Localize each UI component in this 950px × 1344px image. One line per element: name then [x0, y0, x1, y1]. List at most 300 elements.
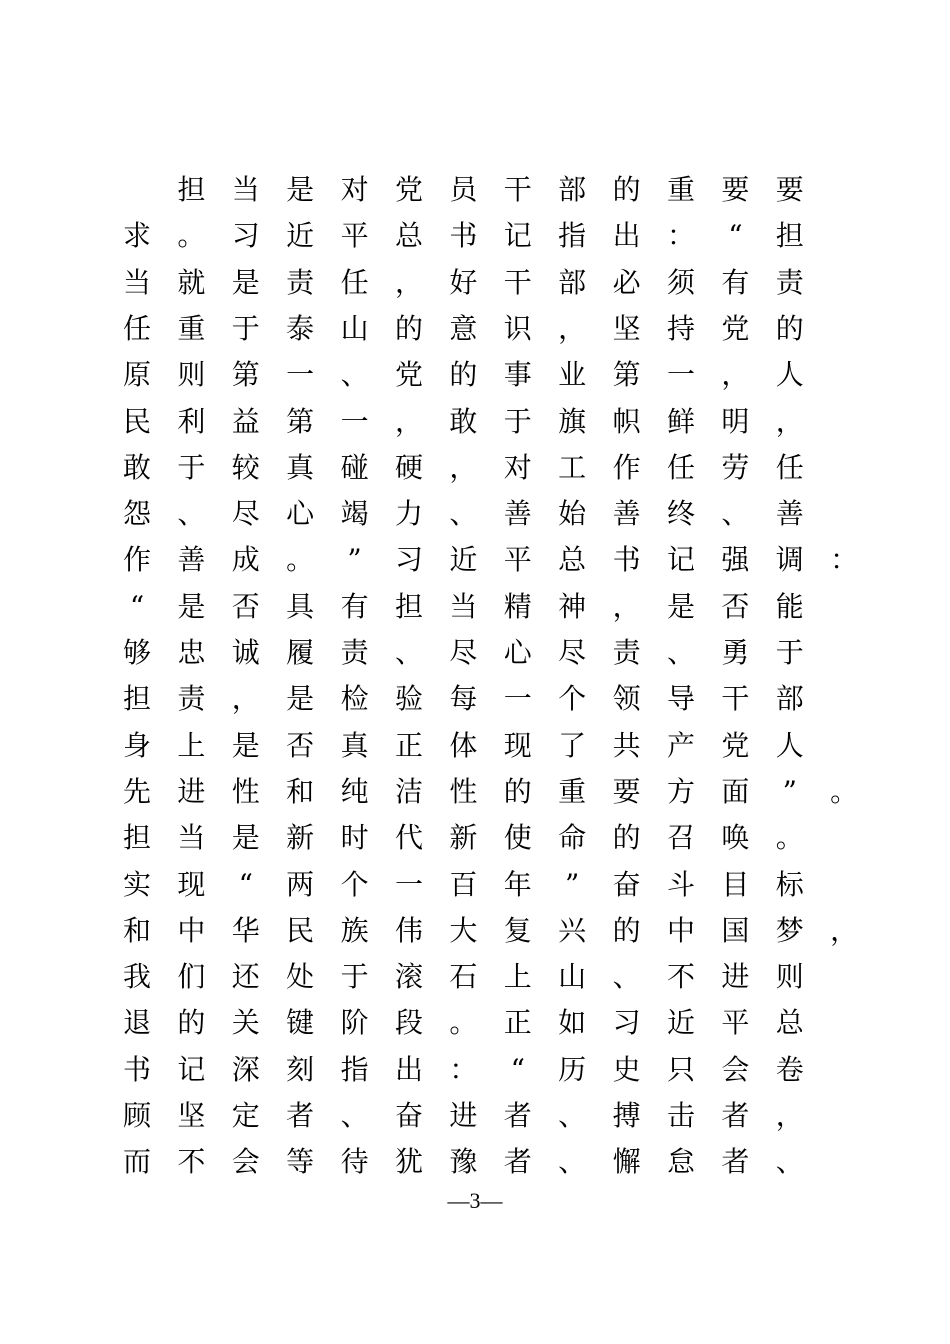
text-char: 工: [558, 450, 587, 484]
text-char: 卷: [775, 1052, 804, 1086]
text-char: 第: [231, 358, 260, 392]
text-char: 鲜: [666, 404, 695, 438]
text-char: “: [510, 1052, 525, 1086]
text-char: 。: [775, 821, 804, 855]
text-char: 历: [558, 1052, 587, 1086]
text-char: 否: [286, 728, 315, 762]
text-char: 持: [666, 311, 695, 345]
text-char: 要: [775, 173, 804, 206]
text-char: 于: [231, 311, 260, 345]
text-char: 较: [231, 450, 260, 484]
text-char: 善: [503, 497, 532, 531]
text-char: 大: [449, 913, 478, 947]
text-line: [0, 1139, 950, 1185]
text-char: 担: [122, 821, 151, 855]
text-char: 指: [340, 1052, 369, 1086]
text-char: 先: [122, 774, 151, 808]
text-char: [117, 167, 157, 213]
text-char: 诚: [231, 636, 260, 669]
text-char: 和: [122, 913, 151, 947]
text-char: 责: [340, 636, 369, 669]
text-char: 任: [666, 450, 695, 484]
text-char: 干: [503, 173, 532, 206]
text-char: 人: [775, 728, 804, 762]
text-char: 民: [286, 913, 315, 947]
text-char: 族: [340, 913, 369, 947]
text-char: 中: [666, 913, 695, 947]
text-char: 指: [558, 219, 587, 253]
text-char: 段: [394, 1006, 423, 1040]
text-line: [0, 167, 950, 213]
text-char: 重: [558, 774, 587, 808]
text-char: 史: [612, 1052, 641, 1086]
text-char: 履: [286, 636, 315, 669]
text-char: 而: [122, 1145, 151, 1179]
text-char: 、: [177, 497, 206, 531]
text-char: 近: [666, 1006, 695, 1040]
text-char: 敢: [449, 404, 478, 438]
text-char: 书: [122, 1052, 151, 1086]
text-char: 产: [666, 728, 695, 762]
text-char: 坚: [177, 1099, 206, 1132]
text-char: 个: [340, 867, 369, 901]
text-char: 力: [394, 497, 423, 531]
text-char: 碰: [340, 450, 369, 484]
text-line: [0, 769, 950, 815]
text-char: 党: [721, 728, 750, 762]
text-char: 有: [340, 589, 369, 623]
text-char: 退: [122, 1006, 151, 1040]
text-char: 了: [558, 728, 587, 762]
text-char: 、: [612, 960, 641, 994]
text-char: 是: [231, 265, 260, 299]
text-char: 处: [286, 960, 315, 994]
text-char: 目: [721, 867, 750, 901]
text-char: 还: [231, 960, 260, 994]
text-char: 善: [177, 543, 206, 577]
text-char: 真: [286, 450, 315, 484]
text-char: 者: [503, 1145, 532, 1179]
text-char: 个: [558, 682, 587, 716]
text-char: 的: [177, 1006, 206, 1040]
text-char: 习: [612, 1006, 641, 1040]
text-char: 年: [503, 867, 532, 901]
text-char: 尽: [558, 636, 587, 669]
text-char: ，: [449, 450, 478, 484]
text-char: 不: [666, 960, 695, 994]
text-char: 任: [122, 311, 151, 345]
text-char: 任: [340, 265, 369, 299]
text-char: 则: [177, 358, 206, 392]
text-char: 终: [666, 497, 695, 531]
text-char: 正: [394, 728, 423, 762]
text-char: 重: [177, 311, 206, 345]
text-char: 事: [503, 358, 532, 392]
text-char: 则: [775, 960, 804, 994]
text-char: 百: [449, 867, 478, 901]
text-char: 益: [231, 404, 260, 438]
text-line: [0, 1000, 950, 1046]
text-char: 明: [721, 404, 750, 438]
text-char: 成: [231, 543, 260, 577]
text-char: 性: [449, 774, 478, 808]
text-char: 识: [503, 311, 532, 345]
text-char: 一: [503, 682, 532, 716]
text-char: ”: [565, 867, 580, 901]
text-char: 召: [666, 821, 695, 855]
text-char: 要: [612, 774, 641, 808]
text-char: 否: [231, 589, 260, 623]
text-char: 代: [394, 821, 423, 855]
text-char: 懈: [612, 1145, 641, 1179]
text-char: 担: [394, 589, 423, 623]
text-char: 纯: [340, 774, 369, 808]
text-char: 验: [394, 682, 423, 716]
text-char: 出: [612, 219, 641, 253]
text-char: 击: [666, 1099, 695, 1132]
text-char: 的: [612, 821, 641, 855]
text-char: 记: [666, 543, 695, 577]
text-char: ，: [721, 358, 750, 392]
text-char: 梦: [775, 913, 804, 947]
text-char: 勇: [721, 636, 750, 669]
text-char: 石: [449, 960, 478, 994]
text-char: 善: [775, 497, 804, 531]
text-char: 奋: [394, 1099, 423, 1132]
text-char: 洁: [394, 774, 423, 808]
text-char: 民: [122, 404, 151, 438]
text-line: [0, 954, 950, 1000]
text-char: 怨: [122, 497, 151, 531]
text-char: 命: [558, 821, 587, 855]
text-line: [0, 491, 950, 537]
text-char: 中: [177, 913, 206, 947]
text-char: 进: [449, 1099, 478, 1132]
text-char: 担: [177, 173, 206, 206]
text-char: 上: [503, 960, 532, 994]
text-char: 每: [449, 682, 478, 716]
text-char: 标: [775, 867, 804, 901]
text-char: 一: [666, 358, 695, 392]
text-char: 作: [612, 450, 641, 484]
text-char: 近: [286, 219, 315, 253]
text-char: 利: [177, 404, 206, 438]
text-line: [0, 537, 950, 583]
text-char: 我: [122, 960, 151, 994]
text-line: [0, 676, 950, 722]
text-char: 敢: [122, 450, 151, 484]
text-char: 导: [666, 682, 695, 716]
text-char: 使: [503, 821, 532, 855]
text-char: 部: [558, 265, 587, 299]
text-char: 一: [394, 867, 423, 901]
text-char: 对: [340, 173, 369, 206]
text-char: 心: [286, 497, 315, 531]
text-char: 体: [449, 728, 478, 762]
text-char: 共: [612, 728, 641, 762]
text-char: 有: [721, 265, 750, 299]
text-char: 总: [558, 543, 587, 577]
text-char: 一: [340, 404, 369, 438]
text-char: 平: [503, 543, 532, 577]
text-char: 硬: [394, 450, 423, 484]
text-char: 唤: [721, 821, 750, 855]
text-char: 具: [286, 589, 315, 623]
text-char: 们: [177, 960, 206, 994]
text-char: 责: [612, 636, 641, 669]
text-char: 的: [775, 311, 804, 345]
text-char: 于: [177, 450, 206, 484]
text-char: ”: [782, 774, 797, 808]
text-char: 竭: [340, 497, 369, 531]
text-char: 于: [775, 636, 804, 669]
text-char: 够: [122, 636, 151, 669]
text-line: [0, 815, 950, 861]
text-char: 只: [666, 1052, 695, 1086]
text-char: 进: [721, 960, 750, 994]
text-char: 平: [721, 1006, 750, 1040]
text-char: 是: [231, 728, 260, 762]
text-char: 习: [394, 543, 423, 577]
text-char: 是: [286, 173, 315, 206]
text-char: 定: [231, 1099, 260, 1132]
text-char: 党: [721, 311, 750, 345]
text-line: [0, 584, 950, 630]
text-char: 于: [503, 404, 532, 438]
text-char: 会: [231, 1145, 260, 1179]
text-char: 能: [775, 589, 804, 623]
text-char: 、: [558, 1099, 587, 1132]
text-char: 党: [394, 173, 423, 206]
text-char: 一: [286, 358, 315, 392]
text-char: 、: [666, 636, 695, 669]
text-char: 书: [612, 543, 641, 577]
text-char: 、: [394, 636, 423, 669]
text-char: “: [129, 589, 145, 623]
text-char: 。: [830, 774, 859, 808]
text-char: 现: [503, 728, 532, 762]
text-char: 豫: [449, 1145, 478, 1179]
text-char: 新: [286, 821, 315, 855]
text-char: 奋: [612, 867, 641, 901]
text-char: 担: [775, 219, 804, 253]
text-line: [0, 213, 950, 259]
text-char: 书: [449, 219, 478, 253]
text-char: 忠: [177, 636, 206, 669]
text-char: 要: [721, 173, 750, 206]
text-char: 第: [612, 358, 641, 392]
text-char: 者: [721, 1145, 750, 1179]
text-char: 的: [503, 774, 532, 808]
text-char: 、: [449, 497, 478, 531]
text-char: 等: [286, 1145, 315, 1179]
text-char: 意: [449, 311, 478, 345]
text-char: 国: [721, 913, 750, 947]
text-char: 是: [666, 589, 695, 623]
text-char: 键: [286, 1006, 315, 1040]
text-char: 不: [177, 1145, 206, 1179]
text-char: 记: [177, 1052, 206, 1086]
text-char: 尽: [231, 497, 260, 531]
text-char: 关: [231, 1006, 260, 1040]
text-char: 当: [177, 821, 206, 855]
text-char: 否: [721, 589, 750, 623]
text-char: 习: [231, 219, 260, 253]
text-char: 尽: [449, 636, 478, 669]
text-char: ，: [231, 682, 260, 716]
text-char: 怠: [666, 1145, 695, 1179]
text-char: 新: [449, 821, 478, 855]
text-char: 待: [340, 1145, 369, 1179]
text-line: [0, 862, 950, 908]
text-char: 总: [394, 219, 423, 253]
text-char: 当: [231, 173, 260, 206]
text-char: 伟: [394, 913, 423, 947]
text-line: [0, 1093, 950, 1139]
text-char: 神: [558, 589, 587, 623]
text-char: 的: [449, 358, 478, 392]
text-line: [0, 1047, 950, 1093]
text-char: 部: [558, 173, 587, 206]
text-char: 帜: [612, 404, 641, 438]
text-char: 山: [558, 960, 587, 994]
text-char: 担: [122, 682, 151, 716]
text-char: 面: [721, 774, 750, 808]
text-char: 须: [666, 265, 695, 299]
text-char: 、: [340, 358, 369, 392]
text-char: 业: [558, 358, 587, 392]
text-char: ”: [347, 543, 362, 577]
text-char: 泰: [286, 311, 315, 345]
text-char: 当: [122, 265, 151, 299]
text-char: 时: [340, 821, 369, 855]
text-char: 者: [503, 1099, 532, 1132]
text-char: ：: [830, 543, 859, 577]
text-line: [0, 445, 950, 491]
text-char: 。: [449, 1006, 478, 1040]
page-number: —3—: [447, 1188, 503, 1213]
text-char: 责: [775, 265, 804, 299]
text-char: 近: [449, 543, 478, 577]
text-char: ，: [775, 404, 804, 438]
text-char: 强: [721, 543, 750, 577]
text-char: 善: [612, 497, 641, 531]
text-char: 领: [612, 682, 641, 716]
text-char: 记: [503, 219, 532, 253]
text-char: 者: [286, 1099, 315, 1132]
text-char: 任: [775, 450, 804, 484]
text-line: [0, 630, 950, 676]
text-char: 干: [503, 265, 532, 299]
text-line: [0, 723, 950, 769]
text-char: 责: [286, 265, 315, 299]
text-char: 顾: [122, 1099, 151, 1132]
text-line: [0, 399, 950, 445]
text-char: ，: [612, 589, 641, 623]
text-char: 第: [286, 404, 315, 438]
text-char: ：: [666, 219, 695, 253]
text-char: 山: [340, 311, 369, 345]
text-line: [0, 306, 950, 352]
text-char: 是: [286, 682, 315, 716]
text-char: 、: [340, 1099, 369, 1132]
text-char: 方: [666, 774, 695, 808]
text-line: [0, 260, 950, 306]
text-char: 作: [122, 543, 151, 577]
text-char: 斗: [666, 867, 695, 901]
text-char: 出: [394, 1052, 423, 1086]
text-char: ，: [558, 311, 587, 345]
text-char: 于: [340, 960, 369, 994]
text-line: [0, 352, 950, 398]
text-char: 实: [122, 867, 151, 901]
text-char: 性: [231, 774, 260, 808]
text-char: 犹: [394, 1145, 423, 1179]
text-char: 责: [177, 682, 206, 716]
text-char: 调: [775, 543, 804, 577]
text-char: ，: [394, 404, 423, 438]
text-char: ，: [830, 913, 859, 947]
text-char: 深: [231, 1052, 260, 1086]
text-char: 刻: [286, 1052, 315, 1086]
text-char: 、: [721, 497, 750, 531]
text-char: 好: [449, 265, 478, 299]
text-char: 现: [177, 867, 206, 901]
text-char: 身: [122, 728, 151, 762]
text-char: ，: [394, 265, 423, 299]
text-char: 坚: [612, 311, 641, 345]
text-char: 是: [177, 589, 206, 623]
text-char: “: [728, 219, 743, 253]
text-char: 华: [231, 913, 260, 947]
text-char: 精: [503, 589, 532, 623]
text-char: 部: [775, 682, 804, 716]
text-char: 干: [721, 682, 750, 716]
text-char: “: [238, 867, 253, 901]
text-char: 必: [612, 265, 641, 299]
text-char: 进: [177, 774, 206, 808]
text-char: 。: [286, 543, 315, 577]
text-char: 就: [177, 265, 206, 299]
text-char: 劳: [721, 450, 750, 484]
text-char: 复: [503, 913, 532, 947]
text-char: 人: [775, 358, 804, 392]
text-char: 阶: [340, 1006, 369, 1040]
text-char: 旗: [558, 404, 587, 438]
text-char: ，: [775, 1099, 804, 1132]
text-char: 正: [503, 1006, 532, 1040]
text-char: 搏: [612, 1099, 641, 1132]
text-char: 如: [558, 1006, 587, 1040]
text-char: 上: [177, 728, 206, 762]
text-char: 求: [122, 219, 151, 253]
text-char: ：: [449, 1052, 478, 1086]
text-line: [0, 908, 950, 954]
text-char: 员: [449, 173, 478, 206]
text-char: 始: [558, 497, 587, 531]
text-char: 会: [721, 1052, 750, 1086]
text-char: 平: [340, 219, 369, 253]
text-char: 党: [394, 358, 423, 392]
text-char: 和: [286, 774, 315, 808]
text-char: 原: [122, 358, 151, 392]
text-char: 重: [666, 173, 695, 206]
text-char: 滚: [394, 960, 423, 994]
text-char: 当: [449, 589, 478, 623]
text-char: 是: [231, 821, 260, 855]
text-char: 兴: [558, 913, 587, 947]
text-char: 两: [286, 867, 315, 901]
